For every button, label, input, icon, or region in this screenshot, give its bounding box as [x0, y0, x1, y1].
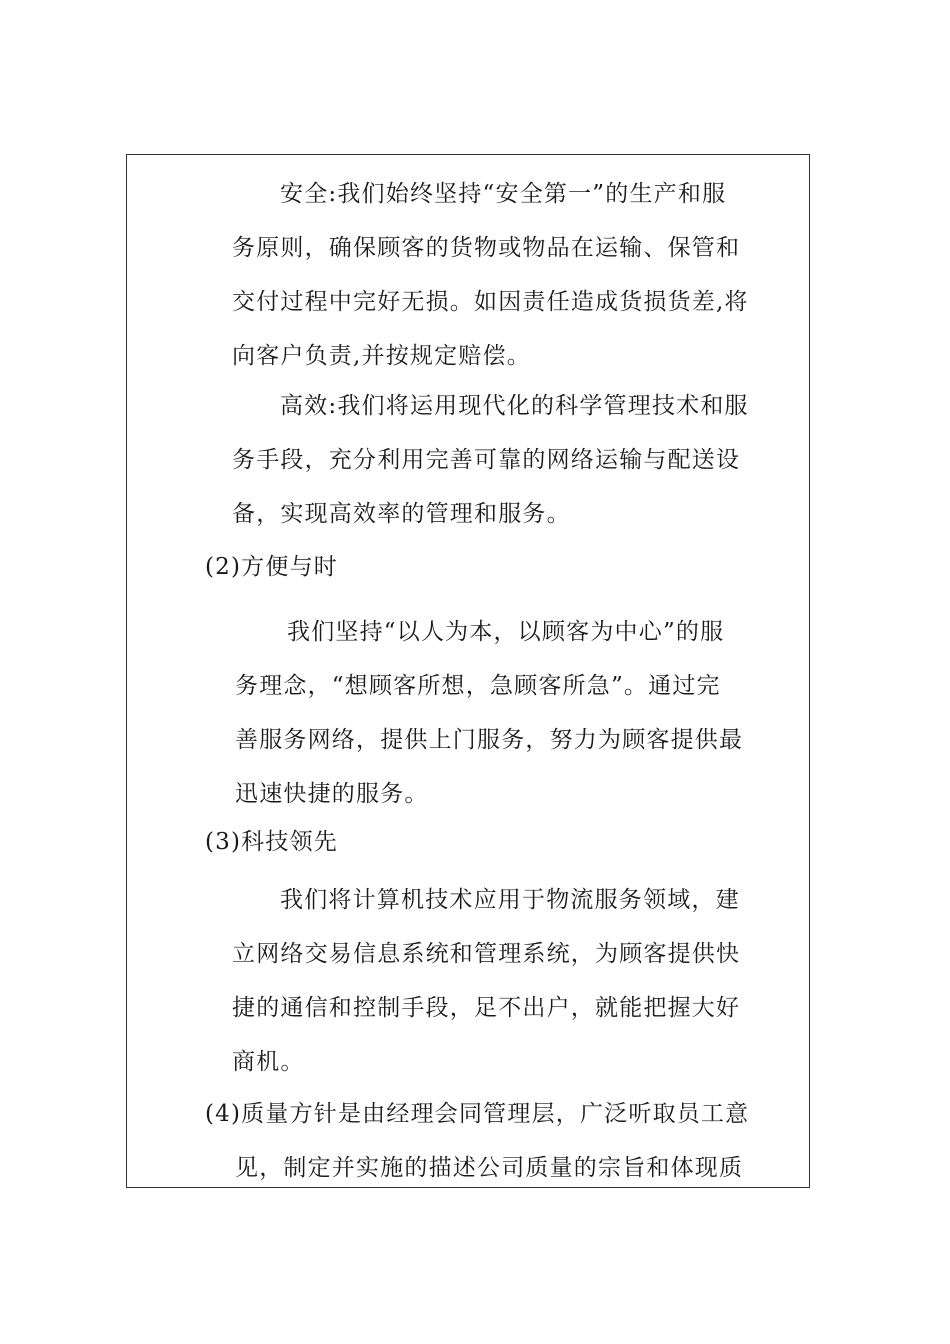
- paragraph-quality: [205, 1087, 749, 1188]
- paragraph-line: 我们将计算机技术应用于物流服务领域，建: [280, 887, 740, 913]
- paragraph-efficiency: [232, 379, 749, 541]
- paragraph-line: 我们坚持“以人为本，以顾客为中心”的服: [287, 619, 725, 645]
- paragraph-line: 务手段，充分利用完善可靠的网络运输与配送设: [232, 447, 741, 473]
- paragraph-line: 善服务网络，提供上门服务，努力为顾客提供最: [235, 727, 744, 753]
- paragraph-line: 安全:我们始终坚持“安全第一”的生产和服: [280, 181, 727, 207]
- paragraph-convenience: [235, 605, 743, 821]
- paragraph-line: 向客户负责,并按规定赔偿。: [232, 343, 531, 369]
- paragraph-line: 备，实现高效率的管理和服务。: [232, 501, 571, 527]
- paragraph-line: 迅速快捷的服务。: [235, 781, 429, 807]
- paragraph-line: 高效:我们将运用现代化的科学管理技术和服: [280, 393, 749, 419]
- paragraph-line: 务理念，“想顾客所想，急顾客所急”。通过完: [235, 673, 721, 699]
- heading-convenience: (2)方便与时: [205, 554, 338, 580]
- heading-technology: (3)科技领先: [205, 829, 338, 855]
- paragraph-line: (4)质量方针是由经理会同管理层，广泛听取员工意: [205, 1101, 750, 1127]
- paragraph-line: 捷的通信和控制手段，足不出户，就能把握大好: [232, 995, 741, 1021]
- paragraph-safety: [232, 167, 749, 383]
- paragraph-line: 立网络交易信息系统和管理系统，为顾客提供快: [232, 941, 741, 967]
- paragraph-line: 交付过程中完好无损。如因责任造成货损货差,将: [232, 289, 749, 315]
- paragraph-technology: [232, 873, 740, 1089]
- paragraph-line: 商机。: [232, 1049, 305, 1075]
- paragraph-line: 见，制定并实施的描述公司质量的宗旨和体现质: [235, 1155, 744, 1181]
- document-frame: [126, 154, 810, 1188]
- paragraph-line: 务原则，确保顾客的货物或物品在运输、保管和: [232, 235, 741, 261]
